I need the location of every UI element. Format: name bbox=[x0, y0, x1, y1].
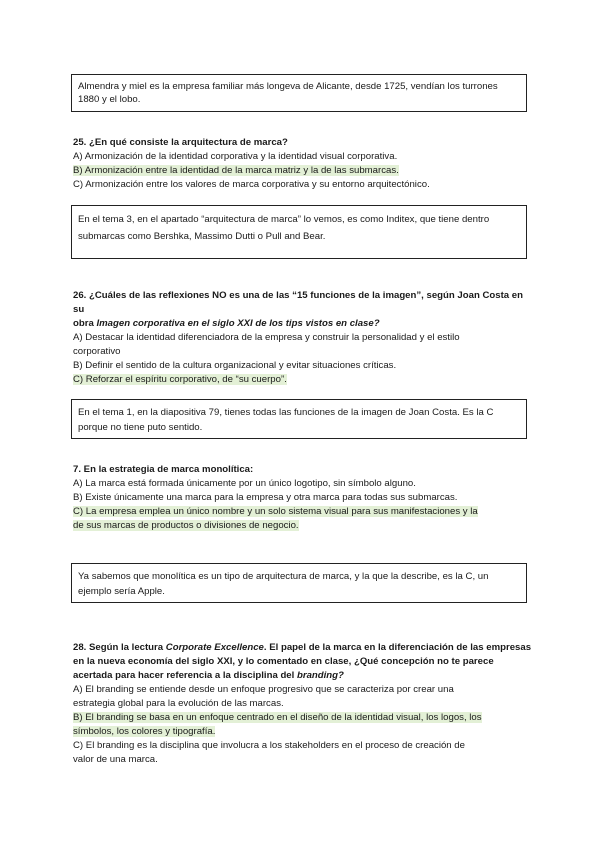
question-title: 7. En la estrategia de marca monolítica: bbox=[73, 464, 254, 475]
question-title-italic: branding? bbox=[296, 670, 344, 681]
box-line: ejemplo sería Apple. bbox=[78, 586, 165, 597]
box-line: submarcas como Bershka, Massimo Dutti o Pull and Bear. bbox=[78, 231, 326, 242]
option-a: A) Destacar la identidad diferenciadora de la empresa y construir la personalidad y el estilo bbox=[73, 332, 460, 343]
box-line: Almendra y miel es la empresa familiar más longeva de Alicante, desde 1725, vendían los turrones bbox=[78, 81, 498, 92]
option-c-correct: C) La empresa emplea un único nombre y un solo sistema visual para sus manifestaciones y la bbox=[73, 506, 478, 517]
option-c: C) Armonización entre los valores de marca corporativa y su entorno arquitectónico. bbox=[73, 179, 430, 190]
option-a: A) Armonización de la identidad corporativa y la identidad visual corporativa. bbox=[73, 151, 398, 162]
option-b: B) Existe únicamente una marca para la empresa y otra marca para todas sus submarcas. bbox=[73, 492, 458, 503]
option-c-correct-cont: de sus marcas de productos o divisiones de negocio. bbox=[73, 520, 299, 531]
question-title-italic: Corporate Excellence bbox=[165, 642, 264, 653]
answer-box-7 bbox=[71, 563, 527, 603]
option-a: A) El branding se entiende desde un enfoque progresivo que se caracteriza por crear una bbox=[73, 684, 454, 695]
question-title-part: 28. Según la lectura bbox=[73, 642, 166, 653]
option-b-correct: B) Armonización entre la identidad de la marca matriz y la de las submarcas. bbox=[73, 165, 399, 176]
question-title: 26. ¿Cuáles de las reflexiones NO es una de las “15 funciones de la imagen”, según Joan Costa en su bbox=[73, 290, 523, 315]
question-7 bbox=[73, 463, 533, 533]
question-28 bbox=[73, 641, 533, 767]
question-title-part: . El papel de la marca en la diferenciación de las empresas bbox=[263, 642, 532, 653]
option-c-cont: valor de una marca. bbox=[73, 754, 158, 765]
box-line: En el tema 1, en la diapositiva 79, tienes todas las funciones de la imagen de Joan Costa. Es la C bbox=[78, 407, 494, 418]
question-title: en la nueva economía del siglo XXI, y lo comentado en clase, ¿Qué concepción no te parece bbox=[73, 656, 494, 667]
question-25 bbox=[73, 136, 533, 192]
question-26 bbox=[73, 289, 533, 387]
option-a-cont: estrategia global para la evolución de las marcas. bbox=[73, 698, 284, 709]
answer-box-alicante bbox=[71, 74, 527, 112]
option-b-correct: B) El branding se basa en un enfoque centrado en el diseño de la identidad visual, los logos, los bbox=[73, 712, 482, 723]
question-title: 25. ¿En qué consiste la arquitectura de marca? bbox=[73, 137, 288, 148]
option-a-cont: corporativo bbox=[73, 346, 121, 357]
question-title-part: acertada para hacer referencia a la disciplina del bbox=[73, 670, 297, 681]
answer-box-26 bbox=[71, 399, 527, 439]
option-a: A) La marca está formada únicamente por un único logotipo, sin símbolo alguno. bbox=[73, 478, 416, 489]
box-line: porque no tiene puto sentido. bbox=[78, 422, 203, 433]
box-line: Ya sabemos que monolítica es un tipo de arquitectura de marca, y la que la describe, es la C, un bbox=[78, 571, 489, 582]
option-b: B) Definir el sentido de la cultura organizacional y evitar situaciones críticas. bbox=[73, 360, 397, 371]
box-line: 1880 y el lobo. bbox=[78, 94, 141, 105]
box-line: En el tema 3, en el apartado “arquitectura de marca” lo vemos, es como Inditex, que tiene dentro bbox=[78, 214, 490, 225]
question-title-part: obra bbox=[73, 318, 97, 329]
question-title-italic: Imagen corporativa en el siglo XXI de los tips vistos en clase? bbox=[96, 318, 380, 329]
option-b-correct-cont: símbolos, los colores y tipografía. bbox=[73, 726, 216, 737]
answer-box-25 bbox=[71, 205, 527, 259]
option-c-correct: C) Reforzar el espíritu corporativo, de “su cuerpo”. bbox=[73, 374, 287, 385]
option-c: C) El branding es la disciplina que involucra a los stakeholders en el proceso de creación de bbox=[73, 740, 465, 751]
